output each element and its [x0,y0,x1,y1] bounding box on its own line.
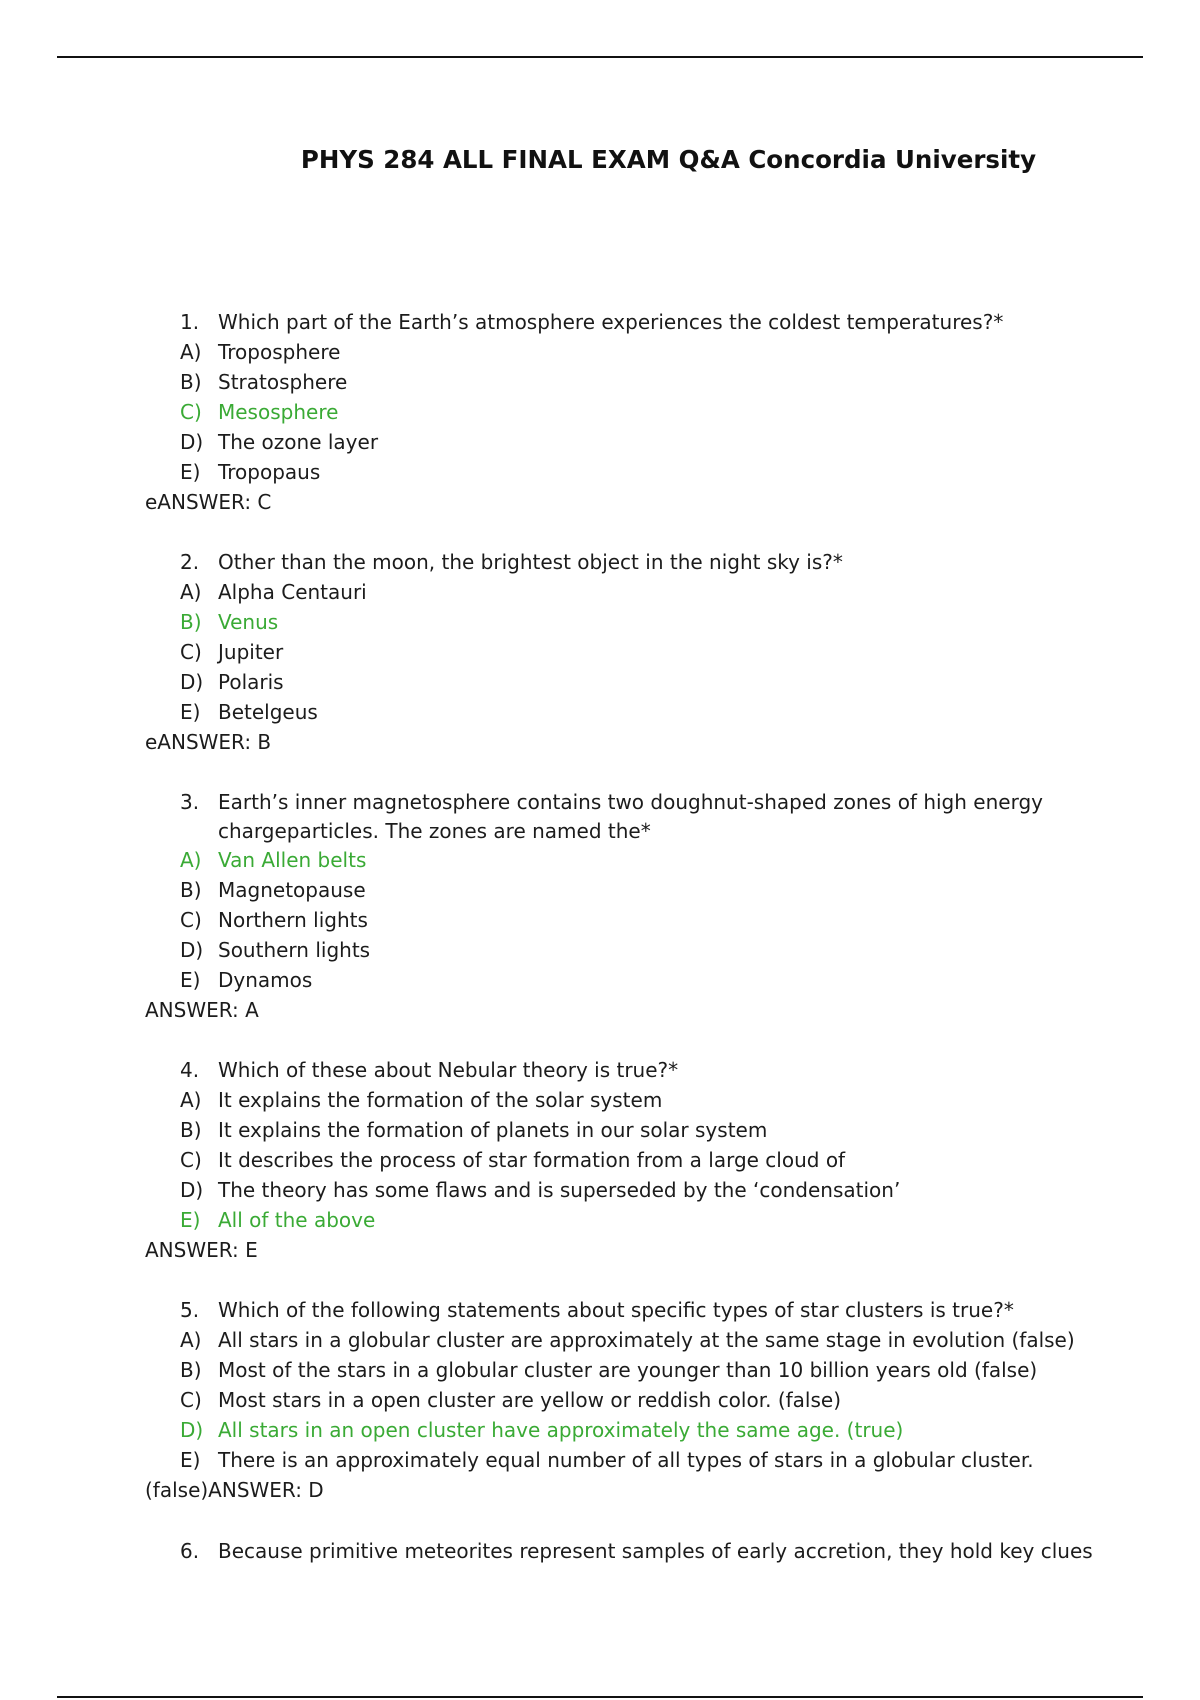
question-text: Which of these about Nebular theory is true?* [218,1058,679,1082]
bottom-rule [57,1696,1143,1698]
option-letter: B) [180,1358,202,1382]
option-a-correct [0,845,1200,875]
option-letter: B) [180,370,202,394]
option-text: There is an approximately equal number of all types of stars in a globular cluster. [218,1448,1034,1472]
option-text: All stars in an open cluster have approximately the same age. (true) [218,1418,904,1442]
option-letter: A) [180,1328,202,1352]
option-letter: B) [180,878,202,902]
answer-text: ANSWER: A [145,998,259,1022]
question-1 [0,307,1200,517]
option-text: Jupiter [218,640,284,664]
option-d-correct [0,1415,1200,1445]
option-text: The theory has some flaws and is superseded by the ‘condensation’ [218,1178,901,1202]
option-a [0,577,1200,607]
option-letter: D) [180,1418,204,1442]
answer-text: (false)ANSWER: D [145,1478,324,1502]
question-stem [0,1295,1200,1325]
question-number: 2. [180,550,200,574]
question-number: 5. [180,1298,200,1322]
option-letter: A) [180,848,202,872]
answer-text: ANSWER: E [145,1238,258,1262]
option-text: Magnetopause [218,878,366,902]
option-c [0,1145,1200,1175]
question-number: 1. [180,310,200,334]
question-stem [0,547,1200,577]
option-letter: D) [180,1178,204,1202]
question-text: Because primitive meteorites represent samples of early accretion, they hold key clues [218,1539,1093,1563]
option-d [0,1175,1200,1205]
answer-line [0,1475,1200,1505]
option-letter: C) [180,400,202,424]
question-4 [0,1055,1200,1265]
question-text: Earth’s inner magnetosphere contains two doughnut-shaped zones of high energy [218,790,1043,814]
option-text: Mesosphere [218,400,339,424]
question-text: Other than the moon, the brightest object in the night sky is?* [218,550,843,574]
question-text: Which of the following statements about specific types of star clusters is true?* [218,1298,1014,1322]
answer-line [0,995,1200,1025]
option-text: The ozone layer [218,430,379,454]
option-b-correct [0,607,1200,637]
option-letter: C) [180,640,202,664]
question-6 [0,1536,1200,1566]
option-text: It describes the process of star formation from a large cloud of [218,1148,846,1172]
option-a [0,1325,1200,1355]
top-rule [57,56,1143,58]
option-letter: E) [180,1448,201,1472]
option-text: Northern lights [218,908,368,932]
question-number: 4. [180,1058,200,1082]
option-e-correct [0,1205,1200,1235]
question-number: 3. [180,790,200,814]
option-text: Southern lights [218,938,371,962]
option-letter: E) [180,1208,201,1232]
question-5 [0,1295,1200,1505]
option-c [0,905,1200,935]
question-number: 6. [180,1539,200,1563]
option-c [0,637,1200,667]
question-stem-line-1 [0,787,1200,817]
option-text: Troposphere [218,340,341,364]
option-b [0,1355,1200,1385]
page-title: PHYS 284 ALL FINAL EXAM Q&A Concordia University [300,145,1037,174]
option-a [0,337,1200,367]
answer-line [0,487,1200,517]
question-text: Which part of the Earth’s atmosphere experiences the coldest temperatures?* [218,310,1004,334]
question-2 [0,547,1200,757]
option-text: Polaris [218,670,284,694]
option-letter: A) [180,340,202,364]
option-e [0,697,1200,727]
option-letter: A) [180,580,202,604]
option-e [0,457,1200,487]
option-letter: E) [180,968,201,992]
question-stem [0,307,1200,337]
option-text: All stars in a globular cluster are approximately at the same stage in evolution (false) [218,1328,1075,1352]
option-e [0,1445,1200,1475]
option-letter: C) [180,1388,202,1412]
option-text: Van Allen belts [218,848,367,872]
answer-line [0,1235,1200,1265]
option-c-correct [0,397,1200,427]
option-text: It explains the formation of planets in our solar system [218,1118,768,1142]
option-letter: A) [180,1088,202,1112]
question-stem [0,1536,1200,1566]
option-d [0,667,1200,697]
option-d [0,427,1200,457]
option-a [0,1085,1200,1115]
answer-text: eANSWER: C [145,490,272,514]
option-b [0,875,1200,905]
question-text-continued: chargeparticles. The zones are named the* [218,819,651,843]
answer-line [0,727,1200,757]
option-text: Most stars in a open cluster are yellow or reddish color. (false) [218,1388,841,1412]
option-e [0,965,1200,995]
option-letter: D) [180,670,204,694]
option-text: Betelgeus [218,700,318,724]
option-letter: D) [180,430,204,454]
option-text: It explains the formation of the solar system [218,1088,663,1112]
option-c [0,1385,1200,1415]
option-text: Venus [218,610,279,634]
option-letter: E) [180,700,201,724]
option-text: Dynamos [218,968,313,992]
option-letter: B) [180,1118,202,1142]
option-text: Stratosphere [218,370,348,394]
option-letter: C) [180,908,202,932]
option-letter: C) [180,1148,202,1172]
option-text: Tropopaus [218,460,321,484]
option-text: Most of the stars in a globular cluster are younger than 10 billion years old (false) [218,1358,1038,1382]
option-text: Alpha Centauri [218,580,367,604]
option-letter: B) [180,610,202,634]
option-b [0,1115,1200,1145]
answer-text: eANSWER: B [145,730,272,754]
question-3 [0,787,1200,1025]
option-text: All of the above [218,1208,376,1232]
option-letter: D) [180,938,204,962]
option-d [0,935,1200,965]
option-b [0,367,1200,397]
question-stem-line-2 [0,817,1200,845]
question-stem [0,1055,1200,1085]
option-letter: E) [180,460,201,484]
